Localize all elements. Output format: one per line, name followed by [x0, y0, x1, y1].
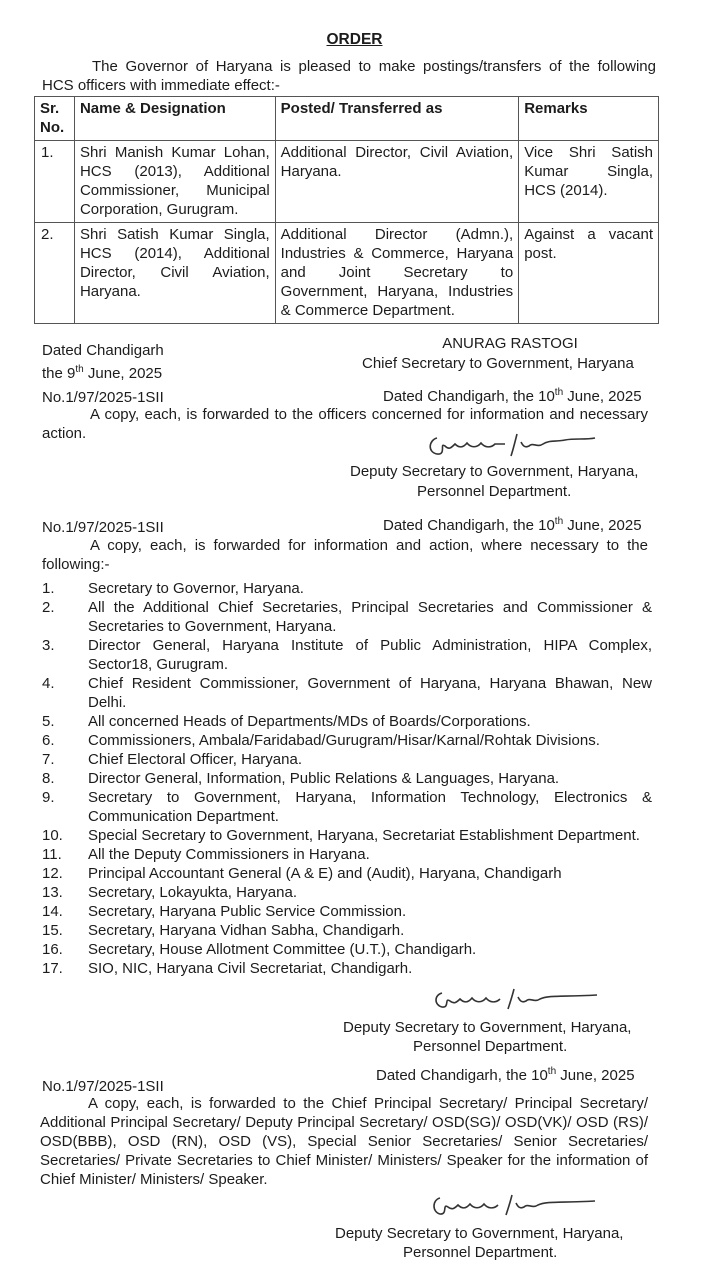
list-item-number: 7. [42, 751, 55, 768]
list-item-number: 12. [42, 865, 63, 882]
copy2-number: No.1/97/2025-1SII [42, 519, 164, 536]
list-item [42, 864, 652, 883]
list-item [42, 845, 652, 864]
list-item-number: 2. [42, 599, 55, 616]
list-item [42, 959, 652, 978]
list-item-text: All concerned Heads of Departments/MDs of Boards/Corporations. [88, 713, 531, 730]
list-item [42, 921, 652, 940]
list-item [42, 750, 652, 769]
list-item-text: SIO, NIC, Haryana Civil Secretariat, Chandigarh. [88, 960, 413, 977]
list-item-number: 4. [42, 675, 55, 692]
copy3-dated: Dated Chandigarh, the 10th June, 2025 [376, 1066, 635, 1084]
list-item-number: 1. [42, 580, 55, 597]
col-header-posted: Posted/ Transferred as [275, 97, 519, 141]
list-item [42, 731, 652, 750]
signature-3 [430, 1190, 600, 1222]
list-item-text: Special Secretary to Government, Haryana, Secretariat Establishment Department. [88, 827, 640, 844]
sig1-designation: Deputy Secretary to Government, Haryana, [350, 463, 639, 480]
cell-sr: 1. [35, 141, 75, 223]
cell-sr: 2. [35, 223, 75, 324]
list-item-number: 10. [42, 827, 63, 844]
dated-line-2: the 9th June, 2025 [42, 364, 163, 382]
copy1-dated: Dated Chandigarh, the 10th June, 2025 [383, 387, 642, 405]
col-header-remarks: Remarks [519, 97, 659, 141]
list-item-number: 5. [42, 713, 55, 730]
list-item [42, 788, 652, 826]
list-item-number: 11. [42, 846, 62, 863]
signatory-designation: Chief Secretary to Government, Haryana [362, 355, 634, 372]
copy3-text: A copy, each, is forwarded to the Chief Principal Secretary/ Principal Secretary/ Additional Principal Secretary/ Deputy Principal Secretary/ OSD(SG)/ OSD(VK)/ OSD (RS)/ OSD(BBB), OSD (RN), OSD (VS), Special Senior Secretaries/ Senior Secretaries/ Secretaries/ Private Secretaries to Chief Minister/ Ministers/ Speaker for the information of Chief Minister/ Ministers/ Speaker. [40, 1095, 648, 1188]
table-header-row [35, 97, 659, 141]
list-item [42, 883, 652, 902]
list-item-text: Secretary to Government, Haryana, Information Technology, Electronics & Communication Department. [88, 789, 652, 825]
list-item-text: All the Additional Chief Secretaries, Principal Secretaries and Commissioner & Secretaries to Government, Haryana. [88, 599, 652, 635]
list-item [42, 598, 652, 636]
signature-2 [432, 985, 602, 1015]
list-item-text: Secretary, House Allotment Committee (U.T.), Chandigarh. [88, 941, 477, 958]
list-item [42, 902, 652, 921]
list-item [42, 769, 652, 788]
list-item-text: Secretary, Haryana Public Service Commission. [88, 903, 407, 920]
cell-remarks: Against a vacant post. [519, 223, 659, 324]
page-title: ORDER [326, 31, 383, 48]
list-item-text: Director General, Information, Public Relations & Languages, Haryana. [88, 770, 560, 787]
copy1-text: A copy, each, is forwarded to the officers concerned for information and necessary action. [42, 406, 648, 442]
cell-name: Shri Satish Kumar Singla, HCS (2014), Additional Director, Civil Aviation, Haryana. [74, 223, 275, 324]
table-row [35, 141, 659, 223]
list-item-text: Chief Electoral Officer, Haryana. [88, 751, 302, 768]
list-item [42, 940, 652, 959]
copy3-number: No.1/97/2025-1SII [42, 1078, 164, 1095]
copy1-number: No.1/97/2025-1SII [42, 389, 164, 406]
list-item [42, 579, 652, 598]
list-item-number: 13. [42, 884, 63, 901]
col-header-name: Name & Designation [74, 97, 275, 141]
sig3-designation: Deputy Secretary to Government, Haryana, [335, 1225, 624, 1242]
list-item-text: All the Deputy Commissioners in Haryana. [88, 846, 370, 863]
sig2-designation: Deputy Secretary to Government, Haryana, [343, 1019, 632, 1036]
list-item-number: 16. [42, 941, 63, 958]
signatory-name: ANURAG RASTOGI [442, 335, 578, 352]
list-item-number: 6. [42, 732, 55, 749]
list-item [42, 674, 652, 712]
list-item-text: Secretary, Haryana Vidhan Sabha, Chandigarh. [88, 922, 405, 939]
sig2-department: Personnel Department. [413, 1038, 568, 1055]
list-item-text: Secretary to Governor, Haryana. [88, 580, 304, 597]
intro-line-2: HCS officers with immediate effect:- [42, 77, 280, 94]
cell-name: Shri Manish Kumar Lohan, HCS (2013), Additional Commissioner, Municipal Corporation, Gurugram. [74, 141, 275, 223]
copy2-text: A copy, each, is forwarded for information and action, where necessary to the following:- [42, 537, 648, 573]
list-item-text: Director General, Haryana Institute of Public Administration, HIPA Complex, Sector18, Gurugram. [88, 637, 652, 673]
cell-posted: Additional Director, Civil Aviation, Haryana. [275, 141, 519, 223]
list-item-number: 14. [42, 903, 63, 920]
col-header-sr: Sr. No. [35, 97, 75, 141]
list-item-text: Secretary, Lokayukta, Haryana. [88, 884, 297, 901]
cell-remarks: Vice Shri Satish Kumar Singla, HCS (2014). [519, 141, 659, 223]
sig3-department: Personnel Department. [403, 1244, 558, 1261]
copy2-dated: Dated Chandigarh, the 10th June, 2025 [383, 516, 642, 534]
cell-posted: Additional Director (Admn.), Industries & Commerce, Haryana and Joint Secretary to Government, Haryana, Industries & Commerce Department. [275, 223, 519, 324]
list-item-number: 15. [42, 922, 63, 939]
list-item [42, 826, 652, 845]
postings-table [34, 96, 659, 324]
sig1-department: Personnel Department. [417, 483, 572, 500]
list-item-text: Commissioners, Ambala/Faridabad/Gurugram/Hisar/Karnal/Rohtak Divisions. [88, 732, 600, 749]
list-item-number: 17. [42, 960, 63, 977]
list-item [42, 636, 652, 674]
dated-line-1: Dated Chandigarh [42, 342, 164, 359]
list-item [42, 712, 652, 731]
table-row [35, 223, 659, 324]
list-item-number: 8. [42, 770, 55, 787]
list-item-number: 3. [42, 637, 55, 654]
list-item-number: 9. [42, 789, 55, 806]
intro-line-1: The Governor of Haryana is pleased to make postings/transfers of the following [92, 58, 656, 75]
list-item-text: Principal Accountant General (A & E) and (Audit), Haryana, Chandigarh [88, 865, 562, 882]
signature-1 [425, 428, 600, 464]
list-item-text: Chief Resident Commissioner, Government of Haryana, Haryana Bhawan, New Delhi. [88, 675, 652, 711]
dated-block [42, 341, 164, 383]
distribution-list [42, 579, 652, 978]
intro-paragraph [42, 57, 656, 95]
